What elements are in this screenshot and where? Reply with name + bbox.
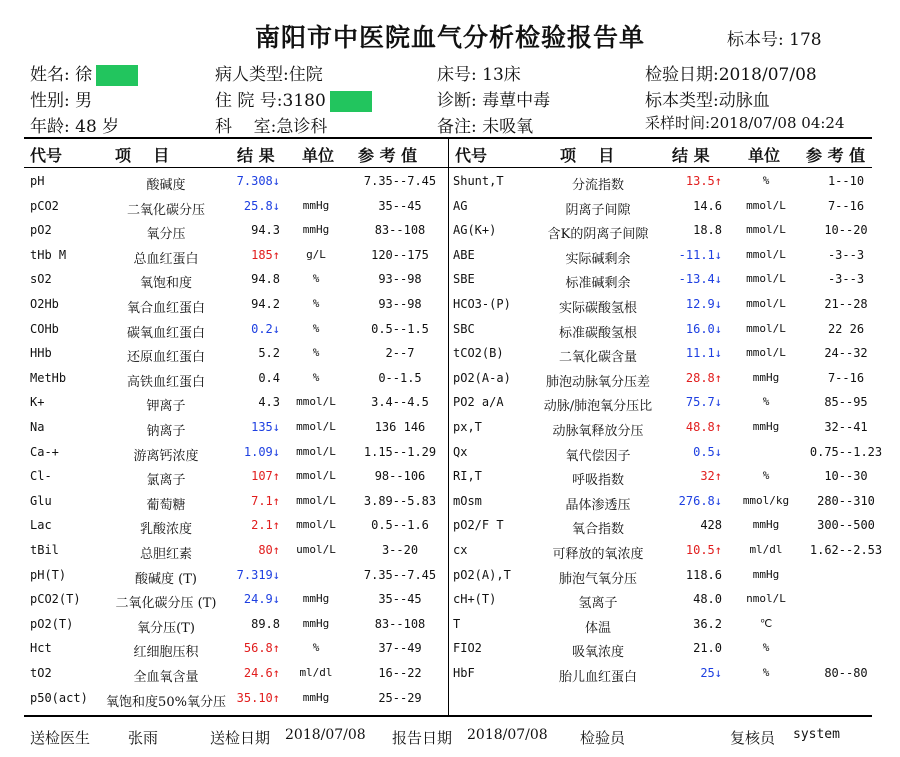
- cell-result: 118.6: [685, 567, 722, 582]
- cell-result: 11.1↓: [685, 346, 722, 361]
- cell-item: 胎儿血红蛋白: [558, 670, 637, 685]
- cell-result: 1.09↓: [243, 444, 280, 459]
- cell-unit: mmHg: [302, 616, 330, 630]
- table-bottom-rule: [24, 715, 872, 717]
- cell-code: mOsm: [453, 493, 482, 508]
- specimen-type: 标本类型:动脉血: [645, 91, 770, 111]
- cell-code: Na: [30, 420, 45, 434]
- cell-result: 276.8↓: [678, 493, 722, 508]
- cell-code: ABE: [453, 247, 475, 262]
- cell-item: 钠离子: [146, 424, 186, 439]
- cell-item: 乳酸浓度: [139, 522, 192, 538]
- cell-code: AG(K+): [453, 223, 497, 238]
- cell-unit: %: [762, 641, 770, 655]
- cell-item: 总胆红素: [139, 547, 192, 562]
- doctor-value: 张雨: [128, 729, 159, 747]
- cell-result: 94.3: [251, 223, 280, 238]
- cell-reference: 16--22: [378, 666, 422, 680]
- cell-code: p50(act): [30, 690, 88, 705]
- cell-code: pO2: [30, 223, 52, 238]
- cell-item: 二氧化碳分压: [126, 202, 205, 218]
- cell-unit: mmol/L: [296, 518, 336, 532]
- cell-code: FIO2: [453, 641, 482, 656]
- cell-reference: -3--3: [827, 272, 865, 287]
- cell-code: AG: [453, 198, 468, 213]
- cell-code: pH: [30, 174, 45, 188]
- cell-item: 二氧化碳含量: [558, 350, 637, 366]
- cell-code: PO2 a/A: [453, 395, 504, 410]
- cell-unit: mmHg: [302, 690, 330, 704]
- cell-result: 10.5↑: [685, 543, 722, 557]
- cell-item: 氧分压: [146, 227, 186, 243]
- cell-code: RI,T: [453, 469, 482, 484]
- cell-item: 动脉氧释放分压: [552, 424, 644, 439]
- cell-unit: %: [312, 297, 320, 310]
- cell-unit: mmol/kg: [742, 493, 790, 507]
- cell-result: 24.9↓: [243, 592, 280, 607]
- cell-code: sO2: [30, 272, 52, 287]
- cell-result: 21.0: [693, 641, 722, 656]
- cell-code: Qx: [453, 444, 468, 459]
- cell-code: tBil: [30, 543, 59, 557]
- table-row: [0, 662, 900, 687]
- report-date-label: 报告日期: [392, 729, 453, 747]
- cell-result: 185↑: [251, 247, 280, 262]
- patient-type: 病人类型:住院: [215, 65, 323, 85]
- cell-reference: 300--500: [817, 518, 875, 533]
- cell-item: 酸碱度: [146, 178, 186, 193]
- cell-result: 28.8↑: [685, 370, 722, 385]
- cell-item: 钾离子: [146, 399, 186, 415]
- cell-code: HCO3-(P): [453, 297, 511, 311]
- cell-result: 32↑: [700, 469, 722, 484]
- cell-result: 7.308↓: [236, 174, 280, 188]
- cell-unit: mmHg: [302, 198, 330, 212]
- table-row: [0, 416, 900, 441]
- table-row: [0, 170, 900, 195]
- patient-name: 姓名: 徐: [30, 60, 138, 86]
- report-date-value: 2018/07/08: [467, 727, 548, 743]
- cell-result: 5.2: [258, 346, 280, 361]
- cell-code: tO2: [30, 666, 52, 680]
- cell-reference: 32--41: [824, 420, 868, 434]
- cell-result: 107↑: [251, 469, 280, 484]
- patient-age: 年龄: 48 岁: [30, 117, 120, 137]
- cell-reference: 280--310: [817, 493, 875, 508]
- cell-unit: %: [312, 346, 320, 360]
- cell-code: K+: [30, 395, 45, 410]
- cell-item: 实际碳酸氢根: [558, 301, 637, 316]
- doctor-label: 送检医生: [30, 729, 91, 747]
- cell-reference: 136 146: [374, 420, 426, 434]
- cell-result: 7.319↓: [236, 567, 280, 582]
- patient-name-value: 徐: [75, 65, 93, 85]
- cell-item: 游离钙浓度: [133, 448, 199, 464]
- cell-unit: mmHg: [752, 567, 780, 581]
- cell-reference: 3--20: [381, 543, 419, 557]
- test-date: 检验日期:2018/07/08: [645, 65, 817, 85]
- bed-number: 床号: 13床: [437, 65, 521, 85]
- cell-item: 酸碱度 (T): [135, 571, 197, 587]
- remark: 备注: 未吸氧: [437, 117, 534, 137]
- cell-code: pO2/F T: [453, 518, 504, 533]
- cell-unit: mmol/L: [296, 420, 336, 433]
- cell-item: 碳氧血红蛋白: [126, 325, 205, 341]
- cell-item: 动脉/肺泡氧分压比: [543, 399, 653, 415]
- cell-code: HbF: [453, 666, 475, 680]
- cell-reference: 1.15--1.29: [363, 444, 437, 459]
- cell-result: 48.0: [693, 592, 722, 607]
- cell-reference: 3.89--5.83: [363, 493, 437, 508]
- cell-reference: 120--175: [371, 247, 429, 262]
- table-row: [0, 490, 900, 515]
- table-header-right: 代号 项 目 结 果 单位 参 考 值: [455, 146, 866, 165]
- cell-reference: 83--108: [374, 616, 426, 631]
- cell-reference: 85--95: [824, 395, 868, 410]
- cell-code: Shunt,T: [453, 174, 504, 188]
- cell-item: 呼吸指数: [571, 473, 624, 489]
- cell-item: 总血红蛋白: [133, 251, 199, 267]
- cell-result: 2.1↑: [251, 518, 280, 533]
- cell-item: 氧饱和度: [139, 276, 192, 292]
- cell-unit: mmHg: [302, 223, 330, 237]
- cell-reference: 93--98: [378, 297, 422, 311]
- cell-unit: mmol/L: [746, 297, 786, 310]
- cell-result: 24.6↑: [243, 666, 280, 680]
- cell-unit: %: [762, 395, 770, 409]
- table-row: [0, 219, 900, 244]
- send-date-label: 送检日期: [210, 729, 271, 747]
- cell-code: MetHb: [30, 370, 67, 385]
- cell-code: pO2(A),T: [453, 567, 511, 582]
- cell-unit: %: [312, 370, 320, 384]
- cell-reference: -3--3: [827, 247, 865, 262]
- cell-unit: mmol/L: [296, 444, 336, 458]
- cell-unit: mmol/L: [746, 272, 786, 286]
- cell-result: -13.4↓: [678, 272, 722, 287]
- cell-code: Cl-: [30, 469, 52, 484]
- cell-unit: %: [312, 641, 320, 655]
- cell-unit: mmol/L: [746, 321, 786, 335]
- cell-result: 0.2↓: [251, 321, 280, 336]
- cell-item: 氢离子: [578, 596, 618, 612]
- cell-code: px,T: [453, 420, 482, 434]
- cell-unit: g/L: [306, 247, 326, 261]
- cell-item: 标准碳酸氢根: [558, 325, 637, 341]
- cell-code: cx: [453, 543, 468, 557]
- cell-code: COHb: [30, 321, 59, 336]
- cell-result: 94.2: [251, 297, 280, 311]
- cell-result: 0.5↓: [693, 444, 722, 459]
- table-row: [0, 391, 900, 416]
- cell-item: 标准碱剩余: [565, 276, 631, 292]
- cell-reference: 10--30: [824, 469, 868, 484]
- cell-result: 48.8↑: [685, 420, 722, 434]
- cell-code: T: [453, 616, 461, 631]
- sample-time: 采样时间:2018/07/08 04:24: [645, 114, 845, 132]
- cell-unit: %: [762, 174, 770, 187]
- table-row: [0, 318, 900, 343]
- cell-unit: nmol/L: [746, 592, 786, 606]
- cell-result: 35.10↑: [236, 690, 280, 705]
- cell-reference: 7.35--7.45: [363, 174, 437, 188]
- reviewer-value: system: [793, 727, 840, 742]
- table-row: [0, 244, 900, 269]
- cell-item: 红细胞压积: [133, 645, 199, 661]
- cell-reference: 35--45: [378, 592, 422, 607]
- cell-item: 可释放的氧浓度: [552, 547, 644, 562]
- cell-code: Hct: [30, 641, 52, 656]
- cell-reference: 0.5--1.5: [371, 321, 429, 336]
- cell-unit: ml/dl: [299, 666, 333, 679]
- cell-reference: 0.75--1.23: [809, 444, 883, 459]
- cell-item: 吸氧浓度: [571, 645, 624, 661]
- cell-result: 16.0↓: [685, 321, 722, 336]
- cell-code: pH(T): [30, 567, 67, 582]
- cell-reference: 98--106: [374, 469, 426, 484]
- cell-code: SBE: [453, 272, 475, 287]
- cell-result: 94.8: [251, 272, 280, 287]
- table-row: [0, 342, 900, 367]
- cell-code: Glu: [30, 493, 52, 508]
- cell-reference: 93--98: [378, 272, 422, 287]
- cell-item: 全血氧含量: [133, 670, 199, 685]
- specimen-number: 标本号: 178: [727, 30, 822, 50]
- cell-item: 肺泡动脉氧分压差: [545, 374, 650, 390]
- cell-result: 4.3: [258, 395, 280, 410]
- cell-result: 135↓: [251, 420, 280, 434]
- cell-reference: 10--20: [824, 223, 868, 238]
- cell-result: 75.7↓: [685, 395, 722, 410]
- cell-reference: 35--45: [378, 198, 422, 213]
- cell-result: 7.1↑: [251, 493, 280, 508]
- cell-result: 12.9↓: [685, 297, 722, 311]
- cell-item: 实际碱剩余: [565, 251, 631, 267]
- cell-reference: 80--80: [824, 666, 868, 680]
- cell-unit: ml/dl: [749, 543, 783, 556]
- hospital-number: 住 院 号:3180: [215, 86, 372, 112]
- cell-item: 肺泡气氧分压: [558, 571, 637, 587]
- cell-code: pCO2(T): [30, 592, 81, 607]
- cell-reference: 24--32: [824, 346, 868, 361]
- cell-result: 80↑: [258, 543, 280, 557]
- cell-item: 含K的阴离子间隙: [547, 227, 649, 243]
- cell-reference: 2--7: [385, 346, 415, 361]
- table-row: [0, 588, 900, 613]
- table-row: [0, 539, 900, 564]
- cell-result: 56.8↑: [243, 641, 280, 656]
- cell-item: 氯离子: [146, 473, 186, 489]
- tester-label: 检验员: [580, 729, 626, 747]
- redaction-block: [330, 91, 372, 112]
- table-row: [0, 687, 900, 712]
- cell-code: O2Hb: [30, 297, 59, 311]
- cell-result: 13.5↑: [685, 174, 722, 188]
- cell-item: 体温: [584, 620, 611, 636]
- table-row: [0, 268, 900, 293]
- cell-reference: 7--16: [827, 198, 865, 213]
- diagnosis: 诊断: 毒蕈中毒: [437, 91, 551, 111]
- cell-unit: mmHg: [752, 518, 780, 532]
- cell-item: 葡萄糖: [146, 497, 186, 513]
- cell-item: 阴离子间隙: [565, 202, 631, 218]
- cell-reference: 37--49: [378, 641, 422, 656]
- cell-unit: %: [312, 321, 320, 335]
- table-row: [0, 564, 900, 589]
- cell-unit: mmHg: [302, 592, 330, 606]
- cell-unit: mmol/L: [746, 223, 786, 237]
- table-row: [0, 293, 900, 318]
- redaction-block: [96, 65, 138, 86]
- table-row: [0, 367, 900, 392]
- cell-result: 428: [700, 518, 722, 533]
- cell-result: 0.4: [258, 370, 280, 385]
- cell-unit: mmol/L: [746, 247, 786, 261]
- table-header-left: 代号 项 目 结 果 单位 参 考 值: [30, 146, 418, 165]
- cell-reference: 7--16: [827, 370, 865, 385]
- patient-gender: 性别: 男: [30, 91, 93, 111]
- cell-item: 高铁血红蛋白: [126, 374, 205, 390]
- cell-code: tCO2(B): [453, 346, 504, 361]
- table-row: [0, 441, 900, 466]
- cell-unit: umol/L: [296, 543, 336, 556]
- cell-result: 89.8: [251, 616, 280, 631]
- cell-reference: 22 26: [827, 321, 865, 336]
- cell-unit: ℃: [759, 616, 773, 630]
- cell-item: 二氧化碳分压 (T): [115, 596, 217, 612]
- cell-result: 25.8↓: [243, 198, 280, 213]
- cell-result: -11.1↓: [678, 247, 722, 262]
- cell-reference: 83--108: [374, 223, 426, 238]
- send-date-value: 2018/07/08: [285, 727, 366, 743]
- cell-unit: mmol/L: [746, 198, 786, 212]
- cell-reference: 0.5--1.6: [371, 518, 429, 533]
- cell-code: SBC: [453, 321, 475, 336]
- cell-item: 氧合指数: [571, 522, 624, 538]
- cell-result: 14.6: [693, 198, 722, 213]
- report-title: 南阳市中医院血气分析检验报告单: [254, 23, 645, 52]
- cell-code: Ca-+: [30, 444, 59, 459]
- cell-reference: 25--29: [378, 690, 422, 705]
- cell-item: 氧饱和度50%氧分压: [106, 694, 226, 710]
- cell-reference: 7.35--7.45: [363, 567, 437, 582]
- cell-code: Lac: [30, 518, 52, 533]
- cell-item: 分流指数: [571, 178, 624, 193]
- cell-reference: 0--1.5: [378, 370, 422, 385]
- cell-item: 晶体渗透压: [565, 497, 631, 513]
- cell-code: pO2(T): [30, 616, 74, 631]
- cell-code: cH+(T): [453, 592, 497, 607]
- cell-code: pCO2: [30, 198, 59, 213]
- table-row: [0, 613, 900, 638]
- table-row: [0, 465, 900, 490]
- reviewer-label: 复核员: [730, 729, 776, 747]
- cell-result: 36.2: [693, 616, 722, 631]
- cell-reference: 3.4--4.5: [371, 395, 429, 410]
- cell-item: 氧合血红蛋白: [126, 301, 205, 316]
- cell-unit: mmol/L: [296, 395, 336, 409]
- cell-item: 氧分压(T): [137, 620, 195, 636]
- cell-unit: %: [762, 469, 770, 483]
- cell-reference: 21--28: [824, 297, 868, 311]
- cell-reference: 1--10: [827, 174, 865, 188]
- department: 科 室:急诊科: [215, 117, 328, 137]
- cell-unit: %: [312, 272, 320, 286]
- table-row: [0, 195, 900, 220]
- cell-unit: mmHg: [752, 370, 780, 384]
- cell-result: 18.8: [693, 223, 722, 238]
- cell-code: HHb: [30, 346, 52, 361]
- cell-item: 还原血红蛋白: [126, 350, 205, 366]
- cell-code: pO2(A-a): [453, 370, 511, 385]
- cell-unit: mmHg: [752, 420, 780, 433]
- cell-code: tHb M: [30, 247, 67, 262]
- cell-item: 氧代偿因子: [565, 448, 631, 464]
- table-row: [0, 514, 900, 539]
- cell-unit: mmol/L: [746, 346, 786, 360]
- cell-result: 25↓: [700, 666, 722, 680]
- cell-reference: 1.62--2.53: [809, 543, 883, 557]
- cell-unit: %: [762, 666, 770, 679]
- cell-unit: mmol/L: [296, 493, 336, 507]
- table-row: [0, 637, 900, 662]
- cell-unit: mmol/L: [296, 469, 336, 483]
